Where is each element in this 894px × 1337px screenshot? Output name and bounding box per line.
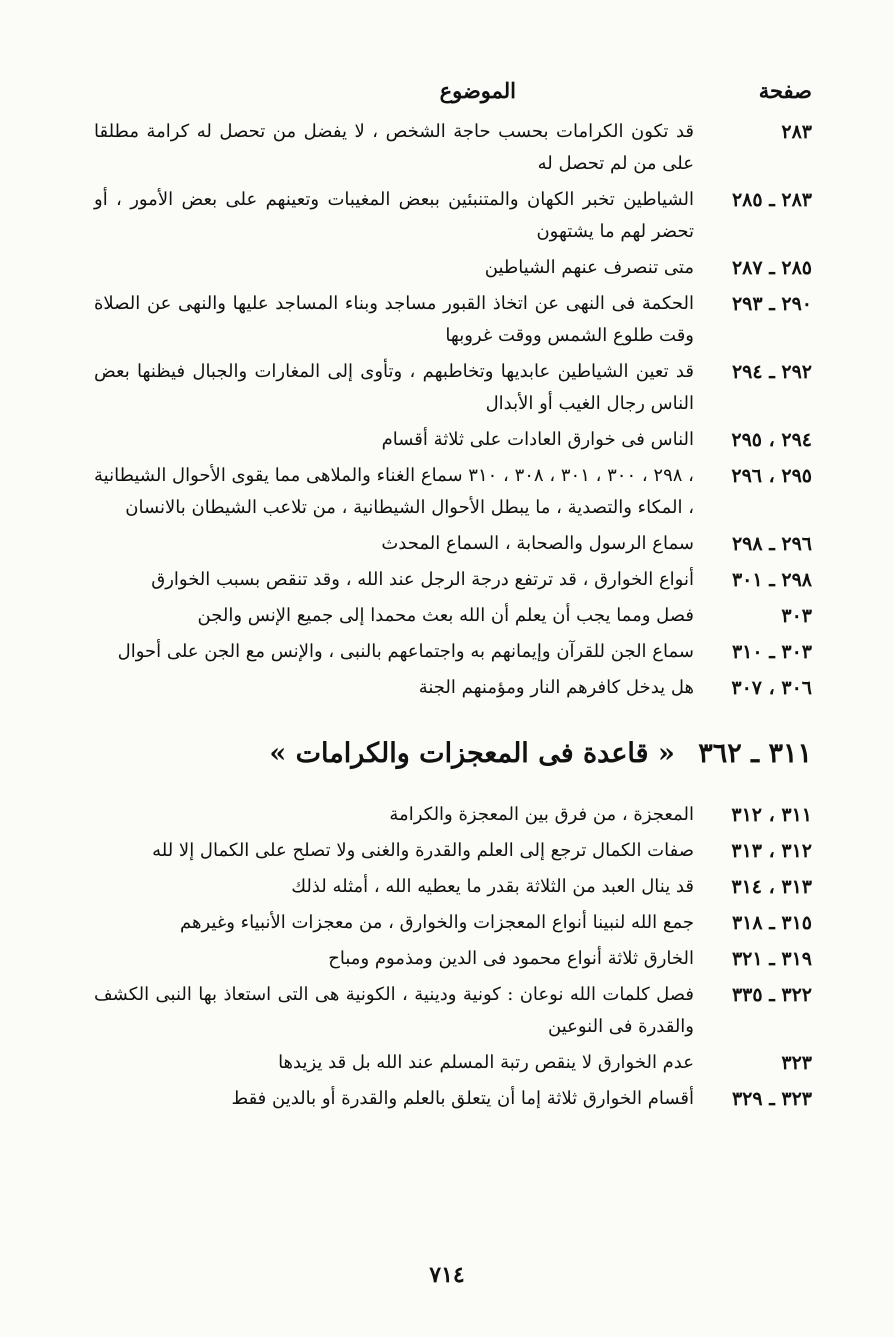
index-entry <box>94 907 812 939</box>
entry-page-range: ٢٩٢ ـ ٢٩٤ <box>731 361 812 383</box>
column-headers <box>94 78 812 116</box>
entry-topic: الناس فى خوارق العادات على ثلاثة أقسام <box>381 429 694 450</box>
index-entry <box>94 672 812 704</box>
entry-topic: قد ينال العبد من الثلاثة بقدر ما يعطيه الله ، أمثله لذلك <box>291 876 694 897</box>
entry-topic: الخارق ثلاثة أنواع محمود فى الدين ومذموم ومباح <box>328 948 694 969</box>
entry-topic: قد تكون الكرامات بحسب حاجة الشخص ، لا يفضل من تحصل له كرامة مطلقا على من لم تحصل له <box>94 121 694 174</box>
entry-topic: سماع الرسول والصحابة ، السماع المحدث <box>381 533 694 554</box>
entry-topic: صفات الكمال ترجع إلى العلم والقدرة والغنى ولا تصلح على الكمال إلا لله <box>152 840 694 861</box>
index-page <box>94 78 812 1119</box>
entry-topic: فصل ومما يجب أن يعلم أن الله بعث محمدا إلى جميع الإنس والجن <box>197 605 694 626</box>
index-entry <box>94 1083 812 1115</box>
index-entry <box>94 835 812 867</box>
index-entry <box>94 871 812 903</box>
entry-topic: فصل كلمات الله نوعان : كونية ودينية ، الكونية هى التى استعاذ بها النبى الكشف والقدرة فى النوعين <box>94 984 694 1037</box>
entry-topic: أقسام الخوارق ثلاثة إما أن يتعلق بالعلم والقدرة أو بالدين فقط <box>231 1088 694 1109</box>
entry-topic: الحكمة فى النهى عن اتخاذ القبور مساجد وبناء المساجد عليها والنهى عن الصلاة وقت طلوع الشمس ووقت غروبها <box>94 293 694 346</box>
topic-column-header: الموضوع <box>439 78 516 103</box>
entry-page-range: ٣٠٦ ، ٣٠٧ <box>731 677 812 699</box>
section-title-text: « قاعدة فى المعجزات والكرامات » <box>269 738 675 769</box>
entry-page-range: ٣١١ ، ٣١٢ <box>731 804 812 826</box>
entry-topic: متى تنصرف عنهم الشياطين <box>484 257 694 278</box>
index-entry <box>94 356 812 420</box>
section-page-range: ٣١١ ـ ٣٦٢ <box>698 738 812 769</box>
entry-page-range: ٢٩٤ ، ٢٩٥ <box>731 429 812 451</box>
index-entry <box>94 1047 812 1079</box>
index-entry <box>94 528 812 560</box>
index-entry <box>94 564 812 596</box>
index-entry <box>94 288 812 352</box>
entry-page-range: ٣١٣ ، ٣١٤ <box>731 876 812 898</box>
entry-page-range: ٢٨٣ <box>781 121 812 143</box>
entry-topic: عدم الخوارق لا ينقص رتبة المسلم عند الله بل قد يزيدها <box>278 1052 694 1073</box>
index-entry <box>94 600 812 632</box>
entry-page-range: ٣٠٣ ـ ٣١٠ <box>731 641 812 663</box>
entry-page-range: ٢٨٥ ـ ٢٨٧ <box>731 257 812 279</box>
entry-topic: المعجزة ، من فرق بين المعجزة والكرامة <box>389 804 694 825</box>
entry-topic: أنواع الخوارق ، قد ترتفع درجة الرجل عند الله ، وقد تنقص بسبب الخوارق <box>151 569 694 590</box>
entry-page-range: ٣٢٢ ـ ٣٣٥ <box>731 984 812 1006</box>
section-heading <box>94 738 812 769</box>
index-entry <box>94 184 812 248</box>
index-entry <box>94 424 812 456</box>
index-entry <box>94 460 812 524</box>
index-entry <box>94 943 812 975</box>
index-entry <box>94 636 812 668</box>
entry-page-range: ٢٩٠ ـ ٢٩٣ <box>731 293 812 315</box>
page-number: ٧١٤ <box>429 1262 465 1288</box>
index-list-part-two <box>94 799 812 1115</box>
entry-topic: ، ٢٩٨ ، ٣٠٠ ، ٣٠١ ، ٣٠٨ ، ٣١٠ سماع الغناء والملاهى مما يقوى الأحوال الشيطانية ، المكاء والتصدية ، ما يبطل الأحوال الشيطانية ، من تلاعب الشيطان بالانسان <box>94 465 694 518</box>
entry-topic: الشياطين تخبر الكهان والمتنبئين ببعض المغيبات وتعينهم على بعض الأمور ، أو تحضر لهم ما يشتهون <box>94 189 694 242</box>
entry-page-range: ٢٨٣ ـ ٢٨٥ <box>731 189 812 211</box>
entry-page-range: ٣٢٣ ـ ٣٢٩ <box>731 1088 812 1110</box>
entry-page-range: ٣٢٣ <box>781 1052 812 1074</box>
entry-page-range: ٣٠٣ <box>781 605 812 627</box>
entry-page-range: ٣١٥ ـ ٣١٨ <box>731 912 812 934</box>
index-entry <box>94 116 812 180</box>
entry-topic: هل يدخل كافرهم النار ومؤمنهم الجنة <box>418 677 694 698</box>
index-entry <box>94 979 812 1043</box>
entry-page-range: ٢٩٨ ـ ٣٠١ <box>731 569 812 591</box>
entry-topic: سماع الجن للقرآن وإيمانهم به واجتماعهم بالنبى ، والإنس مع الجن على أحوال <box>117 641 694 662</box>
entry-topic: جمع الله لنبينا أنواع المعجزات والخوارق ، من معجزات الأنبياء وغيرهم <box>179 912 694 933</box>
index-entry <box>94 799 812 831</box>
entry-page-range: ٣١٢ ، ٣١٣ <box>731 840 812 862</box>
entry-topic: قد تعين الشياطين عابديها وتخاطبهم ، وتأوى إلى المغارات والجبال فيظنها بعض الناس رجال الغيب أو الأبدال <box>94 361 694 414</box>
entry-page-range: ٢٩٥ ، ٢٩٦ <box>731 465 812 487</box>
entry-page-range: ٢٩٦ ـ ٢٩٨ <box>731 533 812 555</box>
entry-page-range: ٣١٩ ـ ٣٢١ <box>731 948 812 970</box>
index-entry <box>94 252 812 284</box>
page-column-header: صفحة <box>758 78 812 103</box>
index-list-part-one <box>94 116 812 704</box>
